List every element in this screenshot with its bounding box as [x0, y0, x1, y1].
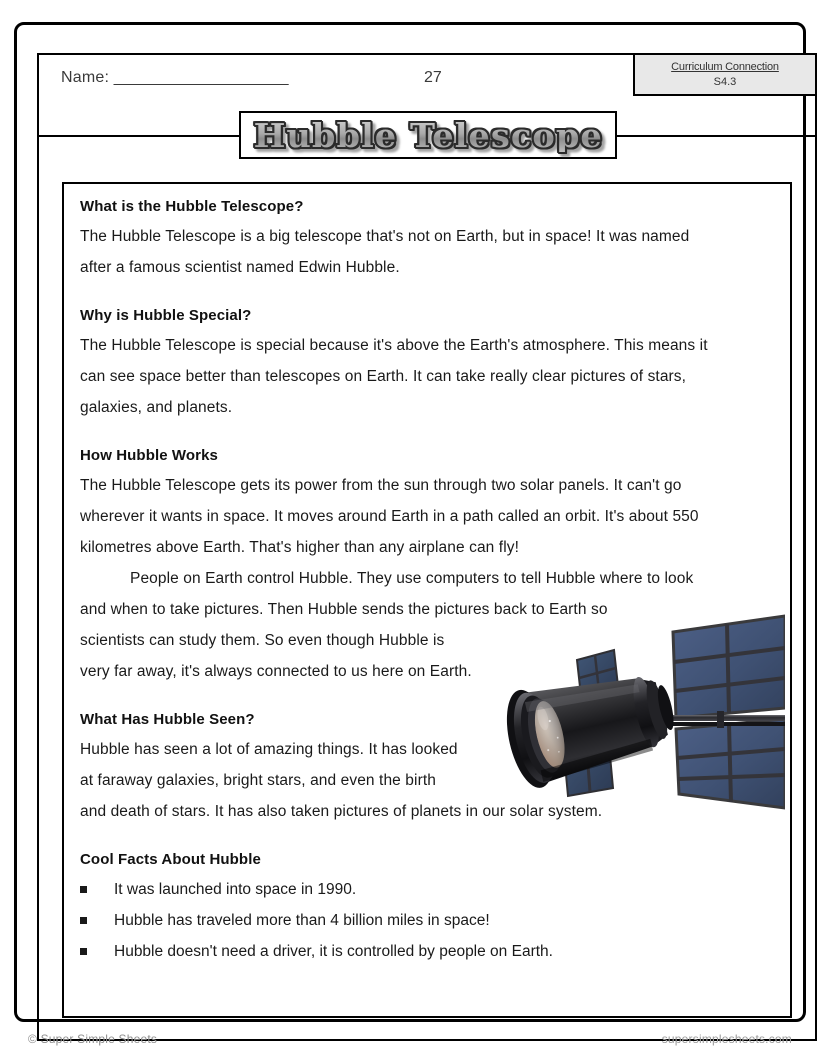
page-outer-border — [14, 22, 806, 1022]
curriculum-connection-box — [633, 55, 815, 96]
passage-line: at faraway galaxies, bright stars, and even the birth — [80, 772, 436, 789]
list-item — [80, 936, 774, 967]
square-bullet-icon — [80, 917, 87, 924]
page-title: Hubble Telescope — [253, 115, 603, 155]
passage-line: after a famous scientist named Edwin Hubble. — [80, 259, 400, 276]
passage-line: Hubble has seen a lot of amazing things. It has looked — [80, 741, 458, 758]
website-url: supersimplesheets.com — [661, 1032, 792, 1046]
section-heading: Why is Hubble Special? — [80, 307, 252, 324]
list-item-text: Hubble has traveled more than 4 billion miles in space! — [114, 912, 490, 929]
spacer — [80, 827, 774, 851]
copyright-text: © Super Simple Sheets — [28, 1032, 158, 1046]
passage-line: very far away, it's always connected to us here on Earth. — [80, 663, 472, 680]
section-cool-facts — [80, 851, 774, 967]
passage-line: The Hubble Telescope is special because it's above the Earth's atmosphere. This means it — [80, 337, 708, 354]
spacer — [80, 283, 774, 307]
passage-line: The Hubble Telescope gets its power from the sun through two solar panels. It can't go — [80, 477, 682, 494]
list-item-text: Hubble doesn't need a driver, it is controlled by people on Earth. — [114, 943, 553, 960]
list-item-text: It was launched into space in 1990. — [114, 881, 357, 898]
section-heading: Cool Facts About Hubble — [80, 851, 261, 868]
spacer — [80, 687, 774, 711]
page-footer — [0, 1032, 820, 1054]
section-heading: What is the Hubble Telescope? — [80, 198, 304, 215]
page-number: 27 — [424, 69, 442, 86]
name-field[interactable] — [61, 69, 288, 87]
passage-line: The Hubble Telescope is a big telescope that's not on Earth, but in space! It was named — [80, 228, 690, 245]
spacer — [80, 423, 774, 447]
square-bullet-icon — [80, 948, 87, 955]
passage-line: and death of stars. It has also taken pictures of planets in our solar system. — [80, 803, 603, 820]
passage-line: kilometres above Earth. That's higher than any airplane can fly! — [80, 539, 520, 556]
header-divider-right — [617, 135, 815, 137]
reading-passage-box — [62, 182, 792, 1018]
square-bullet-icon — [80, 886, 87, 893]
section-heading: What Has Hubble Seen? — [80, 711, 255, 728]
list-item — [80, 874, 774, 905]
section-why-special — [80, 307, 774, 423]
section-what-is-hubble — [80, 198, 774, 283]
worksheet-header — [39, 55, 815, 107]
passage-line: and when to take pictures. Then Hubble sends the pictures back to Earth so — [80, 601, 608, 618]
passage-line: wherever it wants in space. It moves around Earth in a path called an orbit. It's about 550 — [80, 508, 699, 525]
passage-line: scientists can study them. So even though Hubble is — [80, 632, 445, 649]
curriculum-connection-code: S4.3 — [713, 76, 737, 89]
header-divider-left — [39, 135, 239, 137]
list-item — [80, 905, 774, 936]
section-how-hubble-works — [80, 447, 774, 687]
section-heading: How Hubble Works — [80, 447, 218, 464]
passage-line: can see space better than telescopes on Earth. It can take really clear pictures of stars, — [80, 368, 687, 385]
worksheet-title-plate — [239, 111, 617, 159]
passage-line: galaxies, and planets. — [80, 399, 233, 416]
curriculum-connection-label: Curriculum Connection — [671, 61, 779, 74]
name-label: Name: — [61, 69, 110, 86]
passage-line: People on Earth control Hubble. They use computers to tell Hubble where to look — [130, 570, 694, 587]
section-what-has-hubble-seen — [80, 711, 774, 827]
name-blank-line: ______________________ — [113, 69, 288, 86]
